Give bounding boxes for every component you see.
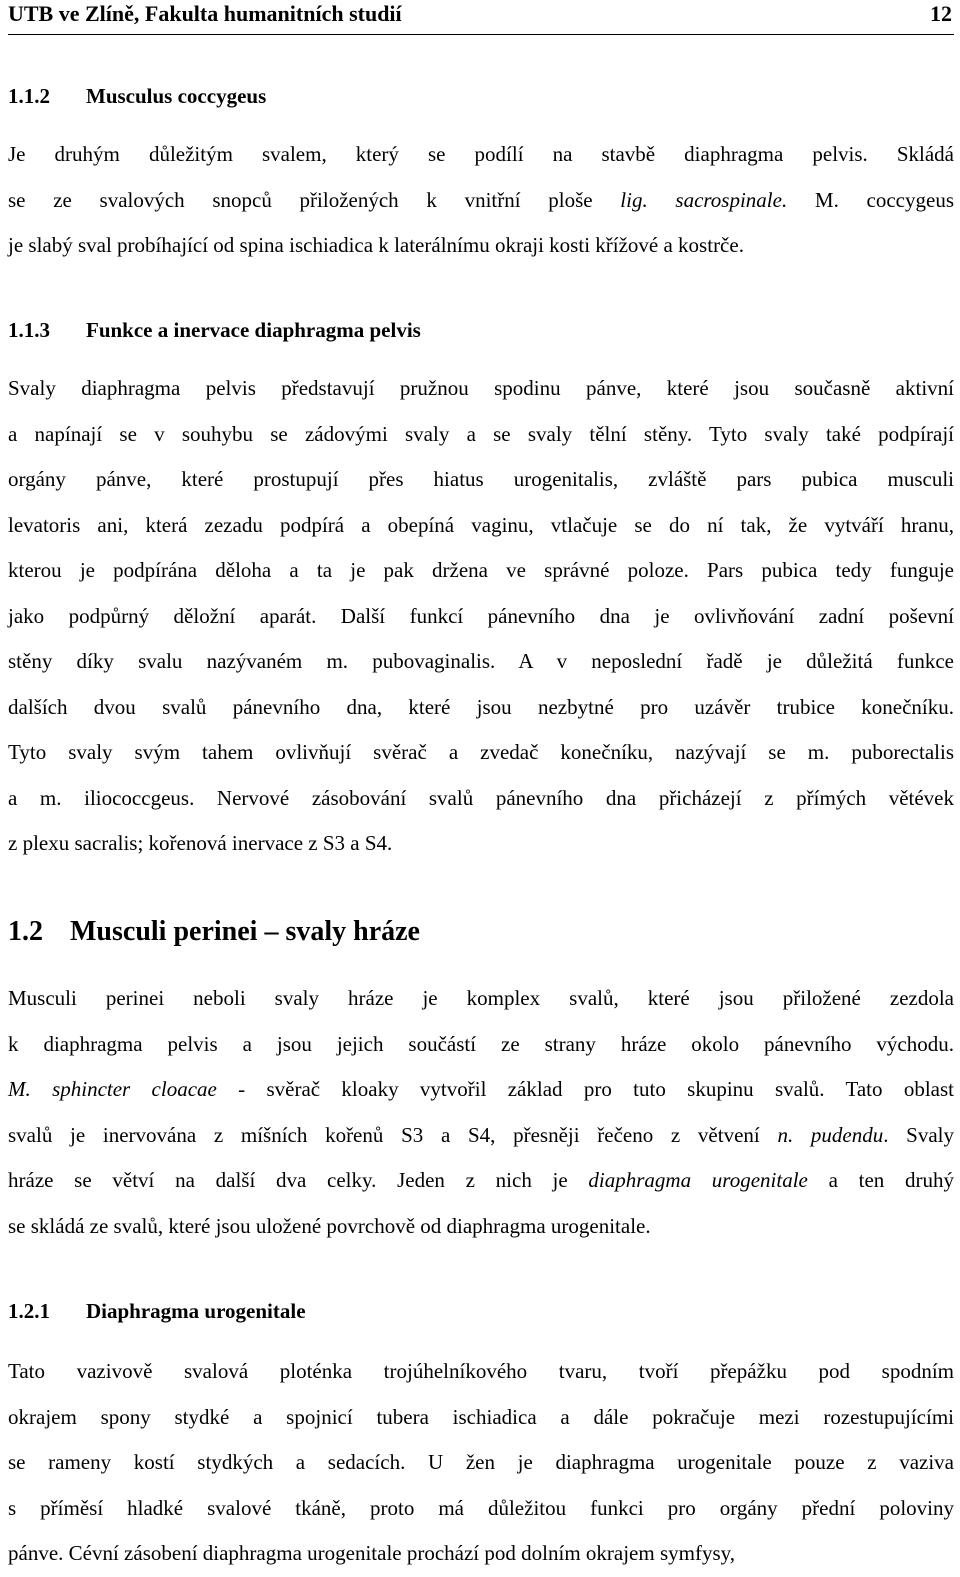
page-number: 12	[930, 1, 952, 26]
paragraph-line: a napínají se v souhybu se zádovými svaly a se svaly tělní stěny. Tyto svaly také podpírají	[8, 421, 954, 446]
section-heading-1-2-1	[8, 1299, 306, 1324]
paragraph-line: Je druhým důležitým svalem, který se podílí na stavbě diaphragma pelvis. Skládá	[8, 142, 954, 166]
page-header	[8, 0, 954, 35]
paragraph-line: svalů je inervována z míšních kořenů S3 a S4, přesněji řečeno z větvení n. pudendu. Svaly	[8, 1122, 954, 1147]
paragraph-line: s příměsí hladké svalové tkáně, proto má důležitou funkci pro orgány přední poloviny	[8, 1495, 954, 1520]
paragraph-line: se ze svalových snopců přiložených k vnitřní ploše lig. sacrospinale. M. coccygeus	[8, 187, 954, 212]
paragraph-line: okrajem spony stydké a spojnicí tubera ischiadica a dále pokračuje mezi rozestupujícími	[8, 1404, 954, 1429]
header-title: UTB ve Zlíně, Fakulta humanitních studií	[8, 1, 402, 26]
section-title: Musculi perinei – svaly hráze	[70, 916, 420, 947]
paragraph-line: hráze se větví na další dva celky. Jeden z nich je diaphragma urogenitale a ten druhý	[8, 1168, 954, 1192]
section-number: 1.2	[8, 916, 43, 947]
paragraph-line: Tyto svaly svým tahem ovlivňují svěrač a zvedač konečníku, nazývají se m. puborectalis	[8, 740, 954, 764]
section-number: 1.2.1	[8, 1299, 50, 1323]
section-heading-1-1-2	[8, 84, 266, 109]
section-heading-1-1-3	[8, 318, 421, 343]
paragraph	[8, 1349, 954, 1577]
paragraph-line: Musculi perinei neboli svaly hráze je komplex svalů, které jsou přiložené zezdola	[8, 986, 954, 1010]
paragraph-line: k diaphragma pelvis a jsou jejich součástí ze strany hráze okolo pánevního východu.	[8, 1031, 954, 1056]
section-title: Musculus coccygeus	[86, 84, 267, 108]
paragraph-line: Tato vazivově svalová ploténka trojúhelníkového tvaru, tvoří přepážku pod spodním	[8, 1359, 954, 1383]
paragraph-line: orgány pánve, které prostupují přes hiatus urogenitalis, zvláště pars pubica musculi	[8, 467, 954, 491]
section-number: 1.1.2	[8, 84, 50, 108]
paragraph-line: pánve. Cévní zásobení diaphragma urogenitale prochází pod dolním okrajem symfysy,	[8, 1541, 736, 1565]
section-title: Funkce a inervace diaphragma pelvis	[86, 318, 421, 342]
section-title: Diaphragma urogenitale	[86, 1299, 306, 1323]
paragraph-line: M. sphincter cloacae - svěrač kloaky vytvořil základ pro tuto skupinu svalů. Tato oblast	[8, 1077, 954, 1101]
paragraph-line: je slabý sval probíhající od spina ischiadica k laterálnímu okraji kosti křížové a kostrče.	[8, 233, 744, 257]
paragraph-line: se rameny kostí stydkých a sedacích. U žen je diaphragma urogenitale pouze z vaziva	[8, 1450, 954, 1474]
paragraph	[8, 366, 954, 867]
paragraph-line: jako podpůrný děložní aparát. Další funkcí pánevního dna je ovlivňování zadní poševní	[8, 603, 954, 628]
paragraph-line: dalších dvou svalů pánevního dna, které jsou nezbytné pro uzávěr trubice konečníku.	[8, 694, 954, 719]
paragraph	[8, 976, 954, 1249]
paragraph-line: stěny díky svalu nazývaném m. pubovaginalis. A v neposlední řadě je důležitá funkce	[8, 649, 954, 673]
paragraph-line: a m. iliococcgeus. Nervové zásobování svalů pánevního dna přicházejí z přímých větévek	[8, 785, 954, 810]
paragraph-line: kterou je podpírána děloha a ta je pak držena ve správné poloze. Pars pubica tedy funguje	[8, 558, 954, 582]
section-number: 1.1.3	[8, 318, 50, 342]
paragraph-line: Svaly diaphragma pelvis představují pružnou spodinu pánve, které jsou současně aktivní	[8, 376, 954, 400]
paragraph-line: levatoris ani, která zezadu podpírá a obepíná vaginu, vtlačuje se do ní tak, že vytváří hranu,	[8, 512, 954, 537]
paragraph-line: se skládá ze svalů, které jsou uložené povrchově od diaphragma urogenitale.	[8, 1213, 651, 1238]
paragraph	[8, 132, 954, 269]
section-heading-1-2	[8, 916, 420, 948]
paragraph-line: z plexu sacralis; kořenová inervace z S3 a S4.	[8, 831, 393, 855]
